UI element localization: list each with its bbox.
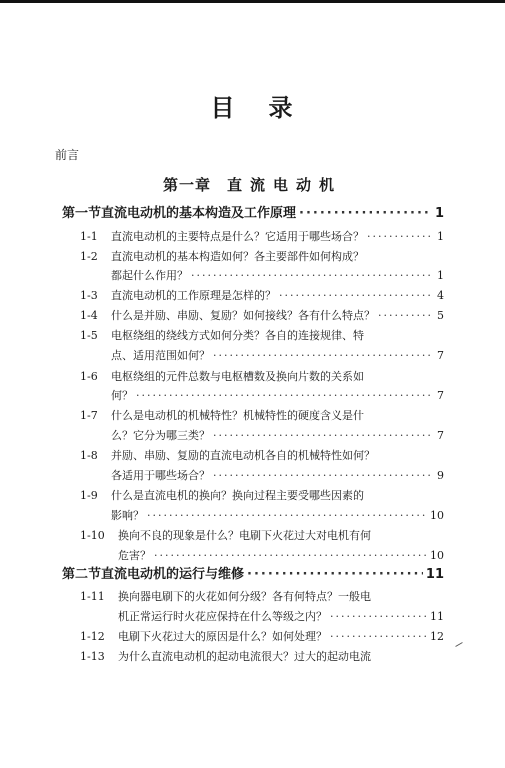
pen-mark [455, 642, 462, 647]
item-number: 1-5 [80, 329, 98, 342]
toc-item[interactable] [118, 549, 444, 563]
toc-item[interactable] [111, 349, 444, 363]
chapter-title: 直流电动机 [227, 176, 343, 194]
page-number: 7 [437, 429, 444, 442]
toc-item[interactable] [111, 289, 444, 303]
dot-leader [247, 567, 423, 583]
preface-entry[interactable]: 前言 [55, 148, 80, 162]
item-number: 1-9 [80, 489, 98, 502]
item-text[interactable]: 什么是直流电机的换向？换向过程主要受哪些因素的 [111, 489, 364, 502]
dot-leader [213, 429, 433, 443]
item-text: 影响？ [111, 509, 144, 522]
item-number: 1-3 [80, 289, 98, 302]
item-number: 1-2 [80, 250, 98, 263]
page-number: 9 [437, 469, 444, 482]
item-text[interactable]: 直流电动机的基本构造如何？各主要部件如何构成？ [111, 250, 364, 263]
item-text[interactable]: 换向器电刷下的火花如何分级？各有何特点？一般电 [118, 590, 371, 603]
dot-leader [136, 389, 433, 403]
item-text: 点、适用范围如何？ [111, 349, 210, 362]
item-number: 1-10 [80, 529, 105, 542]
item-number: 1-6 [80, 370, 98, 383]
item-number: 1-4 [80, 309, 98, 322]
page-number: 7 [437, 389, 444, 402]
page-number: 11 [430, 610, 444, 623]
toc-item[interactable] [111, 469, 444, 483]
item-number: 1-13 [80, 650, 105, 663]
item-number: 1-7 [80, 409, 98, 422]
dot-leader [147, 509, 427, 523]
item-text: 都起什么作用？ [111, 269, 188, 282]
page-number: 11 [425, 567, 444, 582]
dot-leader [299, 206, 432, 222]
dot-leader [191, 269, 433, 283]
toc-item[interactable] [111, 309, 444, 323]
dot-leader [154, 549, 427, 563]
section-entry[interactable] [62, 206, 444, 222]
item-text: 各适用于哪些场合？ [111, 469, 210, 482]
dot-leader [330, 610, 427, 624]
item-text: 何？ [111, 389, 133, 402]
page-number: 4 [437, 289, 444, 302]
page-number: 1 [437, 269, 444, 282]
section-number: 第一节 [62, 206, 102, 221]
item-number: 1-1 [80, 230, 98, 243]
item-number: 1-8 [80, 449, 98, 462]
item-text[interactable]: 电枢绕组的绕线方式如何分类？各自的连接规律、特 [111, 329, 364, 342]
dot-leader [279, 289, 433, 303]
item-text[interactable]: 电枢绕组的元件总数与电枢槽数及换向片数的关系如 [111, 370, 364, 383]
toc-item[interactable] [111, 509, 444, 523]
item-text[interactable]: 并励、串励、复励的直流电动机各自的机械特性如何？ [111, 449, 375, 462]
item-text: 危害？ [118, 549, 151, 562]
dot-leader [367, 230, 433, 244]
dot-leader [330, 630, 427, 644]
page-number: 1 [437, 230, 444, 243]
item-text[interactable]: 换向不良的现象是什么？电刷下火花过大对电机有何 [118, 529, 371, 542]
item-text: 什么是并励、串励、复励？如何接线？各有什么特点？ [111, 309, 375, 322]
page-title-char-1: 目 [210, 94, 237, 122]
section-title: 直流电动机的基本构造及工作原理 [101, 206, 297, 221]
item-text[interactable]: 为什么直流电动机的起动电流很大？过大的起动电流 [118, 650, 371, 663]
toc-item[interactable] [118, 630, 444, 644]
item-text: 么？它分为哪三类？ [111, 429, 210, 442]
item-text[interactable]: 什么是电动机的机械特性？机械特性的硬度含义是什 [111, 409, 364, 422]
section-entry[interactable] [62, 567, 444, 583]
chapter-heading[interactable] [0, 174, 505, 195]
item-text: 机正常运行时火花应保持在什么等级之内？ [118, 610, 327, 623]
page-number: 10 [430, 509, 444, 522]
section-title: 直流电动机的运行与维修 [101, 567, 245, 582]
item-number: 1-12 [80, 630, 105, 643]
page-title [0, 88, 505, 123]
item-text: 直流电动机的主要特点是什么？它适用于哪些场合？ [111, 230, 364, 243]
dot-leader [378, 309, 433, 323]
page-number: 1 [434, 206, 444, 221]
toc-item[interactable] [118, 610, 444, 624]
page-number: 7 [437, 349, 444, 362]
page-number: 5 [437, 309, 444, 322]
toc-item[interactable] [111, 269, 444, 283]
item-text: 直流电动机的工作原理是怎样的？ [111, 289, 276, 302]
page-top-border [0, 0, 505, 3]
item-text: 电刷下火花过大的原因是什么？如何处理？ [118, 630, 327, 643]
dot-leader [213, 349, 433, 363]
chapter-number: 第一章 [162, 176, 211, 194]
item-number: 1-11 [80, 590, 105, 603]
toc-item[interactable] [111, 389, 444, 403]
page-number: 12 [430, 630, 444, 643]
toc-item[interactable] [111, 230, 444, 244]
section-number: 第二节 [62, 567, 102, 582]
page-number: 10 [430, 549, 444, 562]
toc-item[interactable] [111, 429, 444, 443]
dot-leader [213, 469, 433, 483]
page-title-char-2: 录 [268, 94, 295, 122]
